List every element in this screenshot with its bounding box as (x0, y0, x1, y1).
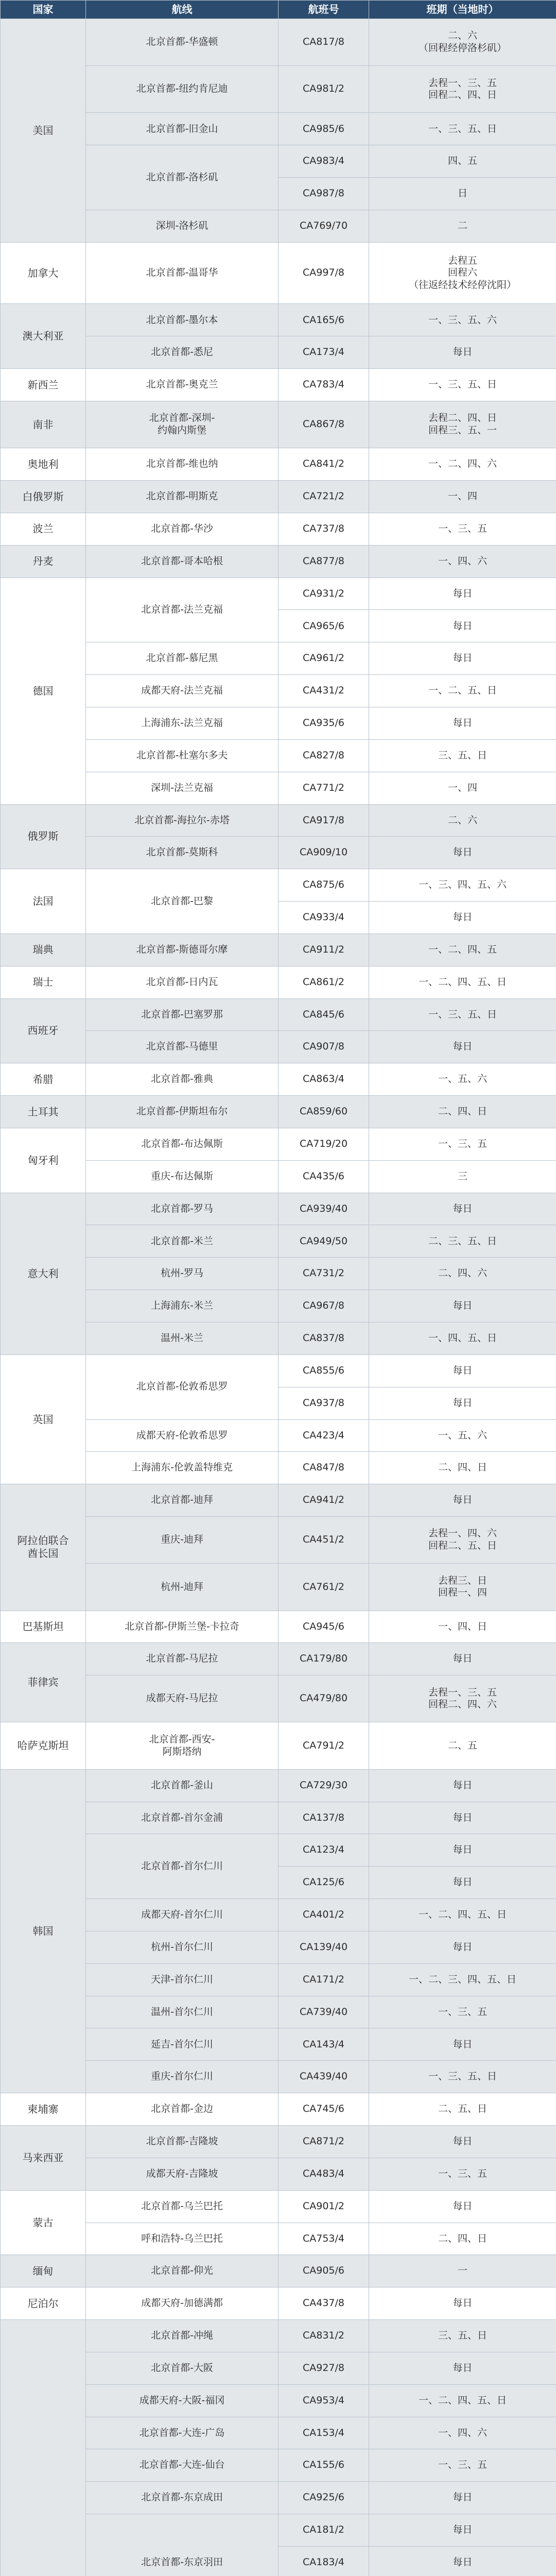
schedule-days-cell: 一、四、六 (369, 545, 556, 578)
route-cell: 杭州-首尔仁川 (86, 1931, 279, 1963)
schedule-days-cell: 一、四 (369, 481, 556, 513)
route-cell: 深圳-法兰克福 (86, 772, 279, 804)
flight-number-cell: CA171/2 (279, 1963, 369, 1996)
schedule-days-cell: 一、二、四、五、日 (369, 2384, 556, 2417)
flight-number-cell: CA945/6 (279, 1611, 369, 1643)
country-cell: 柬埔寨 (1, 2093, 86, 2126)
schedule-days-cell: 一、五、六 (369, 1063, 556, 1096)
flight-number-cell: CA479/80 (279, 1675, 369, 1722)
table-row (1, 513, 556, 545)
route-cell: 北京首都-大连-广岛 (86, 2417, 279, 2449)
schedule-days-cell: 二、四、日 (369, 2223, 556, 2255)
flight-number-cell: CA791/2 (279, 1722, 369, 1769)
schedule-days-cell: 每日 (369, 1193, 556, 1225)
country-cell: 南非 (1, 401, 86, 448)
flight-number-cell: CA911/2 (279, 934, 369, 966)
schedule-days-cell: 一、三、五 (369, 1996, 556, 2028)
schedule-days-cell: 去程二、四、日 回程三、五、一 (369, 401, 556, 448)
flight-number-cell: CA847/8 (279, 1452, 369, 1484)
flight-number-cell: CA123/4 (279, 1834, 369, 1867)
table-row (1, 966, 556, 998)
table-row (1, 1769, 556, 1802)
table-row (1, 401, 556, 448)
flight-number-cell: CA965/6 (279, 610, 369, 642)
schedule-days-cell: 去程一、三、五 回程二、四、日 (369, 66, 556, 113)
schedule-days-cell: 每日 (369, 336, 556, 369)
table-row (1, 934, 556, 966)
route-cell: 北京首都-悉尼 (86, 336, 279, 369)
schedule-days-cell: 一、二、三、四、五、日 (369, 1963, 556, 1996)
flight-number-cell: CA153/4 (279, 2417, 369, 2449)
schedule-days-cell: 每日 (369, 1387, 556, 1419)
route-cell: 延吉-首尔仁川 (86, 2028, 279, 2061)
route-cell: 北京首都-海拉尔-赤塔 (86, 804, 279, 837)
flight-number-cell: CA905/6 (279, 2255, 369, 2287)
route-cell: 北京首都-温哥华 (86, 242, 279, 304)
country-cell: 蒙古 (1, 2190, 86, 2255)
schedule-days-cell: 每日 (369, 2190, 556, 2223)
country-cell: 澳大利亚 (1, 304, 86, 369)
schedule-days-cell: 每日 (369, 837, 556, 869)
flight-number-cell: CA875/6 (279, 869, 369, 902)
table-row (1, 1643, 556, 1675)
route-cell: 北京首都-华盛顿 (86, 19, 279, 66)
schedule-days-cell: 一、三、五、六 (369, 304, 556, 336)
schedule-days-cell: 每日 (369, 2352, 556, 2384)
route-cell: 北京首都-仰光 (86, 2255, 279, 2287)
route-cell: 上海浦东-米兰 (86, 1290, 279, 1323)
route-cell: 北京首都-日内瓦 (86, 966, 279, 998)
country-cell: 法国 (1, 869, 86, 934)
table-row (1, 545, 556, 578)
country-cell: 英国 (1, 1354, 86, 1484)
route-cell: 北京首都-奥克兰 (86, 369, 279, 401)
route-cell: 北京首都-金边 (86, 2093, 279, 2126)
schedule-days-cell: 一、三、五、日 (369, 369, 556, 401)
flight-number-cell: CA863/4 (279, 1063, 369, 1096)
schedule-days-cell: 每日 (369, 578, 556, 610)
country-cell: 哈萨克斯坦 (1, 1722, 86, 1769)
flight-number-cell: CA939/40 (279, 1193, 369, 1225)
flight-number-cell: CA877/8 (279, 545, 369, 578)
table-row (1, 448, 556, 481)
schedule-days-cell: 二、四、六 (369, 1258, 556, 1290)
schedule-days-cell: 二、六 (369, 804, 556, 837)
route-cell: 成都天府-马尼拉 (86, 1675, 279, 1722)
flight-number-cell: CA745/6 (279, 2093, 369, 2126)
schedule-days-cell: 三、五、日 (369, 739, 556, 772)
schedule-days-cell: 每日 (369, 2287, 556, 2320)
country-cell: 俄罗斯 (1, 804, 86, 869)
flight-number-cell: CA983/4 (279, 145, 369, 178)
table-row (1, 2320, 556, 2352)
country-cell: 菲律宾 (1, 1643, 86, 1722)
flight-number-cell: CA985/6 (279, 113, 369, 145)
route-cell: 北京首都-旧金山 (86, 113, 279, 145)
flight-number-cell: CA937/8 (279, 1387, 369, 1419)
schedule-days-cell: 每日 (369, 707, 556, 739)
table-body (1, 19, 556, 2576)
route-cell: 上海浦东-法兰克福 (86, 707, 279, 739)
country-cell (1, 2320, 86, 2576)
table-row (1, 481, 556, 513)
flight-number-cell: CA125/6 (279, 1867, 369, 1899)
schedule-days-cell: 一、四 (369, 772, 556, 804)
route-cell: 温州-首尔仁川 (86, 1996, 279, 2028)
schedule-days-cell: 每日 (369, 1484, 556, 1517)
flight-number-cell: CA855/6 (279, 1354, 369, 1387)
country-cell: 瑞典 (1, 934, 86, 966)
schedule-days-cell: 二、五、日 (369, 2093, 556, 2126)
country-cell: 意大利 (1, 1193, 86, 1354)
table-row (1, 304, 556, 336)
route-cell: 北京首都-维也纳 (86, 448, 279, 481)
route-cell: 北京首都-明斯克 (86, 481, 279, 513)
flight-number-cell: CA181/2 (279, 2514, 369, 2547)
country-cell: 阿拉伯联合 酋长国 (1, 1484, 86, 1611)
country-cell: 韩国 (1, 1769, 86, 2093)
flight-number-cell: CA961/2 (279, 642, 369, 675)
country-cell: 白俄罗斯 (1, 481, 86, 513)
table-row (1, 804, 556, 837)
flight-number-cell: CA871/2 (279, 2125, 369, 2158)
schedule-days-cell: 每日 (369, 610, 556, 642)
flight-number-cell: CA987/8 (279, 178, 369, 210)
route-cell: 北京首都-巴塞罗那 (86, 998, 279, 1031)
flight-number-cell: CA737/8 (279, 513, 369, 545)
route-cell: 北京首都-迪拜 (86, 1484, 279, 1517)
flight-number-cell: CA845/6 (279, 998, 369, 1031)
header-route: 航线 (86, 1, 279, 19)
flight-number-cell: CA753/4 (279, 2223, 369, 2255)
flight-number-cell: CA761/2 (279, 1564, 369, 1611)
route-cell: 北京首都-墨尔本 (86, 304, 279, 336)
table-row (1, 578, 556, 610)
flight-number-cell: CA439/40 (279, 2061, 369, 2093)
route-cell: 成都天府-伦敦希思罗 (86, 1419, 279, 1452)
schedule-days-cell: 去程一、四、六 回程二、五、日 (369, 1517, 556, 1564)
schedule-days-cell: 一 (369, 2255, 556, 2287)
schedule-days-cell: 去程三、日 回程一、四 (369, 1564, 556, 1611)
route-cell: 北京首都-西安- 阿斯塔纳 (86, 1722, 279, 1769)
flight-number-cell: CA451/2 (279, 1517, 369, 1564)
table-row (1, 1128, 556, 1160)
flight-number-cell: CA909/10 (279, 837, 369, 869)
table-row (1, 998, 556, 1031)
table-row (1, 1484, 556, 1517)
route-cell: 北京首都-冲绳 (86, 2320, 279, 2352)
schedule-days-cell: 每日 (369, 1290, 556, 1323)
flight-number-cell: CA771/2 (279, 772, 369, 804)
flight-number-cell: CA981/2 (279, 66, 369, 113)
schedule-days-cell: 四、五 (369, 145, 556, 178)
table-row (1, 1096, 556, 1128)
flight-number-cell: CA927/8 (279, 2352, 369, 2384)
schedule-days-cell: 二、四、日 (369, 1096, 556, 1128)
schedule-days-cell: 每日 (369, 2514, 556, 2547)
country-cell: 美国 (1, 19, 86, 243)
flight-number-cell: CA719/20 (279, 1128, 369, 1160)
schedule-days-cell: 每日 (369, 1031, 556, 1063)
schedule-days-cell: 一、三、五 (369, 1128, 556, 1160)
flight-number-cell: CA931/2 (279, 578, 369, 610)
flight-number-cell: CA827/8 (279, 739, 369, 772)
schedule-days-cell: 一、二、四、五、日 (369, 1899, 556, 1931)
country-cell: 希腊 (1, 1063, 86, 1096)
schedule-days-cell: 每日 (369, 1834, 556, 1867)
route-cell: 成都天府-法兰克福 (86, 675, 279, 707)
schedule-days-cell: 每日 (369, 2125, 556, 2158)
table-row (1, 2255, 556, 2287)
flight-number-cell: CA841/2 (279, 448, 369, 481)
route-cell: 北京首都-华沙 (86, 513, 279, 545)
flight-number-cell: CA941/2 (279, 1484, 369, 1517)
country-cell: 德国 (1, 578, 86, 804)
route-cell: 北京首都-米兰 (86, 1225, 279, 1258)
schedule-days-cell: 每日 (369, 2482, 556, 2514)
schedule-days-cell: 一、三、五、日 (369, 113, 556, 145)
route-cell: 北京首都-杜塞尔多夫 (86, 739, 279, 772)
route-cell: 北京首都-东京成田 (86, 2482, 279, 2514)
schedule-days-cell: 一、三、五 (369, 513, 556, 545)
route-cell: 重庆-迪拜 (86, 1517, 279, 1564)
route-cell: 北京首都-雅典 (86, 1063, 279, 1096)
schedule-days-cell: 每日 (369, 2028, 556, 2061)
schedule-days-cell: 三、五、日 (369, 2320, 556, 2352)
table-row (1, 2125, 556, 2158)
route-cell: 北京首都-慕尼黑 (86, 642, 279, 675)
schedule-days-cell: 一、五、六 (369, 1419, 556, 1452)
flight-number-cell: CA435/6 (279, 1160, 369, 1193)
route-cell: 北京首都-巴黎 (86, 869, 279, 934)
schedule-days-cell: 去程一、三、五 回程二、四、六 (369, 1675, 556, 1722)
schedule-days-cell: 一、三、五、日 (369, 2061, 556, 2093)
route-cell: 北京首都-哥本哈根 (86, 545, 279, 578)
flight-number-cell: CA423/4 (279, 1419, 369, 1452)
country-cell: 马来西亚 (1, 2125, 86, 2190)
flight-number-cell: CA739/40 (279, 1996, 369, 2028)
schedule-days-cell: 二、六 （回程经停洛杉矶） (369, 19, 556, 66)
route-cell: 北京首都-伦敦希思罗 (86, 1354, 279, 1419)
route-cell: 北京首都-纽约肯尼迪 (86, 66, 279, 113)
schedule-days-cell: 一、三、四、五、六 (369, 869, 556, 902)
country-cell: 土耳其 (1, 1096, 86, 1128)
route-cell: 杭州-迪拜 (86, 1564, 279, 1611)
schedule-days-cell: 每日 (369, 1867, 556, 1899)
schedule-days-cell: 每日 (369, 1643, 556, 1675)
country-cell: 尼泊尔 (1, 2287, 86, 2320)
route-cell: 北京首都-法兰克福 (86, 578, 279, 642)
flight-number-cell: CA729/30 (279, 1769, 369, 1802)
schedule-days-cell: 一、二、四、五 (369, 934, 556, 966)
schedule-days-cell: 每日 (369, 902, 556, 934)
flight-number-cell: CA437/8 (279, 2287, 369, 2320)
table-row (1, 1063, 556, 1096)
country-cell: 奥地利 (1, 448, 86, 481)
schedule-days-cell: 一、三、五 (369, 2158, 556, 2190)
flight-number-cell: CA165/6 (279, 304, 369, 336)
schedule-days-cell: 一、四、六 (369, 2417, 556, 2449)
schedule-days-cell: 每日 (369, 1931, 556, 1963)
table-row (1, 1722, 556, 1769)
country-cell: 丹麦 (1, 545, 86, 578)
country-cell: 巴基斯坦 (1, 1611, 86, 1643)
country-cell: 西班牙 (1, 998, 86, 1063)
flight-number-cell: CA769/70 (279, 210, 369, 243)
table-row (1, 2093, 556, 2126)
flight-number-cell: CA431/2 (279, 675, 369, 707)
table-header-row (1, 1, 556, 19)
schedule-days-cell: 一、二、四、六 (369, 448, 556, 481)
route-cell: 北京首都-首尔仁川 (86, 1834, 279, 1899)
route-cell: 北京首都-马尼拉 (86, 1643, 279, 1675)
route-cell: 杭州-罗马 (86, 1258, 279, 1290)
route-cell: 北京首都-伊斯兰堡-卡拉奇 (86, 1611, 279, 1643)
flight-number-cell: CA817/8 (279, 19, 369, 66)
header-flight-number: 航班号 (279, 1, 369, 19)
table-row (1, 242, 556, 304)
flight-number-cell: CA967/8 (279, 1290, 369, 1323)
route-cell: 北京首都-斯德哥尔摩 (86, 934, 279, 966)
flight-number-cell: CA949/50 (279, 1225, 369, 1258)
country-cell: 波兰 (1, 513, 86, 545)
schedule-days-cell: 每日 (369, 1354, 556, 1387)
table-row (1, 1193, 556, 1225)
route-cell: 北京首都-乌兰巴托 (86, 2190, 279, 2223)
table-row (1, 19, 556, 66)
route-cell: 呼和浩特-乌兰巴托 (86, 2223, 279, 2255)
schedule-days-cell: 二、五 (369, 1722, 556, 1769)
route-cell: 北京首都-洛杉矶 (86, 145, 279, 210)
route-cell: 重庆-布达佩斯 (86, 1160, 279, 1193)
route-cell: 成都天府-吉隆坡 (86, 2158, 279, 2190)
route-cell: 成都天府-大阪-福冈 (86, 2384, 279, 2417)
schedule-days-cell: 一、三、五、日 (369, 998, 556, 1031)
route-cell: 成都天府-首尔仁川 (86, 1899, 279, 1931)
schedule-days-cell: 二、三、五、日 (369, 1225, 556, 1258)
schedule-days-cell: 二 (369, 210, 556, 243)
country-cell: 新西兰 (1, 369, 86, 401)
route-cell: 北京首都-吉隆坡 (86, 2125, 279, 2158)
flight-number-cell: CA483/4 (279, 2158, 369, 2190)
route-cell: 北京首都-布达佩斯 (86, 1128, 279, 1160)
flight-number-cell: CA155/6 (279, 2449, 369, 2482)
flight-number-cell: CA861/2 (279, 966, 369, 998)
flight-number-cell: CA953/4 (279, 2384, 369, 2417)
route-cell: 北京首都-釜山 (86, 1769, 279, 1802)
flight-number-cell: CA183/4 (279, 2546, 369, 2576)
table-row (1, 369, 556, 401)
route-cell: 北京首都-莫斯科 (86, 837, 279, 869)
flight-number-cell: CA143/4 (279, 2028, 369, 2061)
flight-number-cell: CA933/4 (279, 902, 369, 934)
schedule-days-cell: 每日 (369, 1769, 556, 1802)
route-cell: 北京首都-大连-仙台 (86, 2449, 279, 2482)
route-cell: 北京首都-伊斯坦布尔 (86, 1096, 279, 1128)
flight-number-cell: CA139/40 (279, 1931, 369, 1963)
country-cell: 缅甸 (1, 2255, 86, 2287)
schedule-days-cell: 一、四、日 (369, 1611, 556, 1643)
schedule-days-cell: 二、四、日 (369, 1452, 556, 1484)
schedule-days-cell: 一、二、五、日 (369, 675, 556, 707)
flight-number-cell: CA901/2 (279, 2190, 369, 2223)
flight-number-cell: CA837/8 (279, 1323, 369, 1355)
schedule-days-cell: 每日 (369, 1802, 556, 1834)
flight-number-cell: CA925/6 (279, 2482, 369, 2514)
header-country: 国家 (1, 1, 86, 19)
flight-number-cell: CA917/8 (279, 804, 369, 837)
flight-number-cell: CA721/2 (279, 481, 369, 513)
route-cell: 北京首都-东京羽田 (86, 2514, 279, 2576)
flight-number-cell: CA859/60 (279, 1096, 369, 1128)
schedule-days-cell: 一、三、五 (369, 2449, 556, 2482)
table-row (1, 1611, 556, 1643)
schedule-days-cell: 去程五 回程六 （往返经技术经停沈阳） (369, 242, 556, 304)
table-row (1, 1354, 556, 1387)
route-cell: 天津-首尔仁川 (86, 1963, 279, 1996)
flight-number-cell: CA997/8 (279, 242, 369, 304)
flight-number-cell: CA401/2 (279, 1899, 369, 1931)
country-cell: 瑞士 (1, 966, 86, 998)
schedule-days-cell: 每日 (369, 2546, 556, 2576)
flight-number-cell: CA179/80 (279, 1643, 369, 1675)
schedule-days-cell: 三 (369, 1160, 556, 1193)
schedule-days-cell: 日 (369, 178, 556, 210)
flight-number-cell: CA137/8 (279, 1802, 369, 1834)
flight-number-cell: CA867/8 (279, 401, 369, 448)
schedule-days-cell: 每日 (369, 642, 556, 675)
route-cell: 北京首都-大阪 (86, 2352, 279, 2384)
route-cell: 成都天府-加德满都 (86, 2287, 279, 2320)
country-cell: 加拿大 (1, 242, 86, 304)
table-row (1, 2287, 556, 2320)
route-cell: 北京首都-首尔金浦 (86, 1802, 279, 1834)
table-row (1, 869, 556, 902)
route-cell: 北京首都-深圳- 约翰内斯堡 (86, 401, 279, 448)
flight-number-cell: CA731/2 (279, 1258, 369, 1290)
route-cell: 重庆-首尔仁川 (86, 2061, 279, 2093)
route-cell: 上海浦东-伦敦盖特维克 (86, 1452, 279, 1484)
route-cell: 北京首都-马德里 (86, 1031, 279, 1063)
schedule-days-cell: 一、二、四、五、日 (369, 966, 556, 998)
schedule-days-cell: 一、四、五、日 (369, 1323, 556, 1355)
route-cell: 深圳-洛杉矶 (86, 210, 279, 243)
flight-number-cell: CA173/4 (279, 336, 369, 369)
flight-number-cell: CA831/2 (279, 2320, 369, 2352)
flight-number-cell: CA907/8 (279, 1031, 369, 1063)
route-cell: 温州-米兰 (86, 1323, 279, 1355)
header-schedule-days: 班期（当地时） (369, 1, 556, 19)
table-row (1, 2190, 556, 2223)
flight-number-cell: CA935/6 (279, 707, 369, 739)
country-cell: 匈牙利 (1, 1128, 86, 1193)
route-cell: 北京首都-罗马 (86, 1193, 279, 1225)
flight-number-cell: CA783/4 (279, 369, 369, 401)
